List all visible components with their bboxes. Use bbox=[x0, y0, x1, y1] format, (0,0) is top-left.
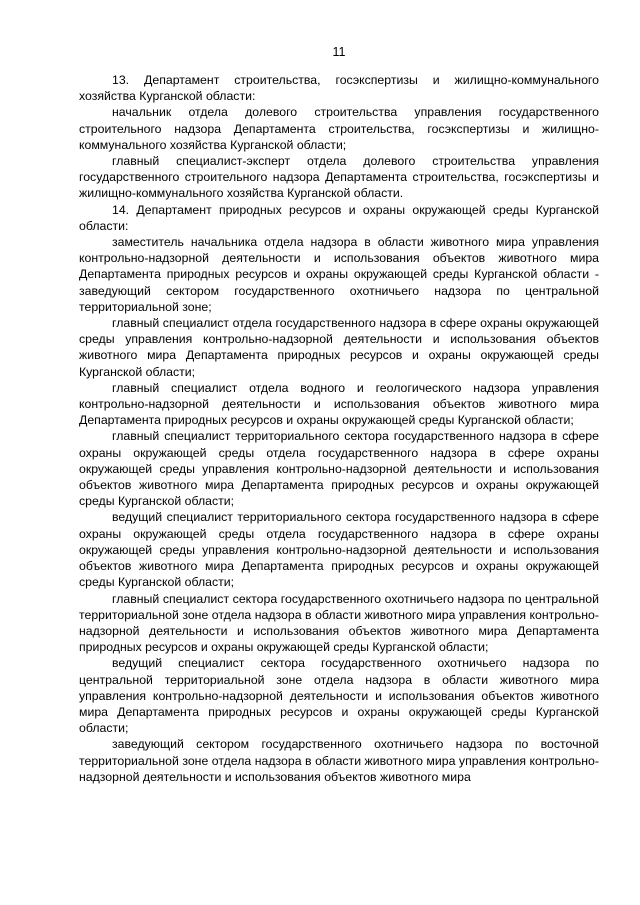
list-item: заведующий сектором государственного охотничьего надзора по восточной территориальной зоне отдела надзора в области животного мира управления контрольно-надзорной деятельности и использования объектов животного мира bbox=[79, 737, 599, 784]
list-item: главный специалист территориального сектора государственного надзора в сфере охраны окружающей среды отдела государственного надзора в сфере охраны окружающей среды управления контрольно-надзорной деятельности и использования объектов животного мира Департамента природных ресурсов и охраны окружающей среды Курганской области; bbox=[79, 429, 599, 509]
section-13-heading: 13. Департамент строительства, госэкспертизы и жилищно-коммунального хозяйства Курганской области: bbox=[79, 73, 599, 104]
list-item: ведущий специалист сектора государственного охотничьего надзора по центральной территориальной зоне отдела надзора в области животного мира управления контрольно-надзорной деятельности и использования объектов животного мира Департамента природных ресурсов и охраны окружающей среды Курганской области; bbox=[79, 656, 599, 736]
section-14-heading: 14. Департамент природных ресурсов и охраны окружающей среды Курганской области: bbox=[79, 202, 599, 233]
list-item: ведущий специалист территориального сектора государственного надзора в сфере охраны окружающей среды отдела государственного надзора в сфере охраны окружающей среды управления контрольно-надзорной деятельности и использования объектов животного мира Департамента природных ресурсов и охраны окружающей среды Курганской области; bbox=[79, 510, 599, 590]
list-item: главный специалист сектора государственного охотничьего надзора по центральной территориальной зоне отдела надзора в области животного мира управления контрольно-надзорной деятельности и использования объектов животного мира Департамента природных ресурсов и охраны окружающей среды Курганской области; bbox=[79, 591, 599, 655]
list-item: главный специалист отдела водного и геологического надзора управления контрольно-надзорной деятельности и использования объектов животного мира Департамента природных ресурсов и охраны окружающей среды Курганской области; bbox=[79, 380, 599, 428]
list-item: главный специалист отдела государственного надзора в сфере охраны окружающей среды управления контрольно-надзорной деятельности и использования объектов животного мира Департамента природных ресурсов и охраны окружающей среды Курганской области; bbox=[79, 316, 599, 379]
list-item: главный специалист-эксперт отдела долевого строительства управления государственного строительного надзора Департамента строительства, госэкспертизы и жилищно-коммунального хозяйства Курганской области. bbox=[79, 154, 599, 201]
list-item: начальник отдела долевого строительства управления государственного строительного надзора Департамента строительства, госэкспертизы и жилищно-коммунального хозяйства Курганской области; bbox=[79, 105, 599, 152]
list-item: заместитель начальника отдела надзора в области животного мира управления контрольно-надзорной деятельности и использования объектов животного мира Департамента природных ресурсов и охраны окружающей среды Курганской области - заведующий сектором государственного охотничьего надзора по центральной территориальной зоне; bbox=[79, 235, 599, 314]
page-number: 11 bbox=[332, 45, 346, 59]
